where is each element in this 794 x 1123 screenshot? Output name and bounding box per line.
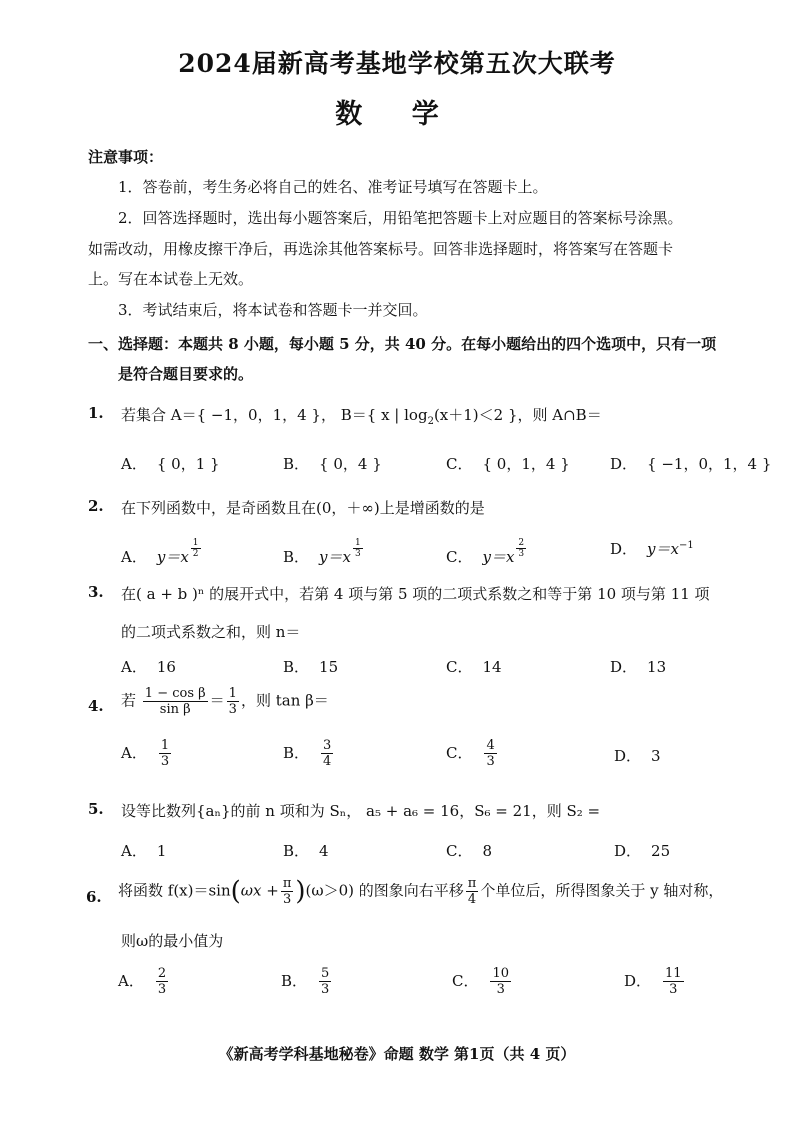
notice-line-2c: 上。写在本试卷上无效。 [88,270,254,288]
option-label: A． [121,658,147,676]
section-line-1: 一、选择题：本题共 8 小题，每小题 5 分，共 40 分。在每小题给出的四个选项中，只有一项 [88,335,717,353]
section-line-2: 是符合题目要求的。 [118,365,254,383]
q1-option-b[interactable] [283,453,382,474]
option-text: { 0，1 } [156,455,220,473]
option-text: 4 [319,842,329,860]
q1-log-base: 2 [427,416,434,427]
option-text: 13 [647,658,667,676]
option-fraction [484,738,496,769]
option-fraction [319,966,331,997]
subject-title: 数 学 [335,99,459,130]
q6-stem-line-1 [118,876,723,907]
q3-option-b[interactable] [283,656,338,677]
q3-option-a[interactable] [121,656,176,677]
exponent-den: 3 [354,549,361,559]
q6-post: 个单位后，所得图象关于 y 轴对称， [480,881,724,900]
q1-stem [121,404,602,427]
option-text: 3 [651,747,661,765]
exponent-num: 2 [518,538,525,548]
fraction-den: 4 [467,892,477,907]
fraction-num: 2 [157,966,167,981]
fraction-num: 1 − cos β [144,686,206,701]
q4-fraction-lhs [143,686,208,717]
q4-stem [121,686,329,717]
fraction-num: π [282,876,292,891]
option-fraction [159,738,171,769]
q1-option-c[interactable] [446,453,570,474]
q5-stem: 设等比数列{aₙ}的前 n 项和为 Sₙ， a₅ + a₆ = 16，S₆ = 21，则 S₂ = [121,802,601,820]
q4-number: 4. [88,697,104,715]
q4-post: ，则 tan β＝ [240,691,329,710]
option-text: 16 [156,658,176,676]
fraction-num: 1 [228,686,237,701]
option-label: D． [610,540,638,558]
exponent-num: 1 [354,538,361,548]
option-label: A． [118,971,144,990]
fraction-num: 4 [486,738,495,753]
q3-stem-line-1: 在( a + b )ⁿ 的展开式中，若第 4 项与第 5 项的二项式系数之和等于第 10 项与第 11 项 [121,585,710,603]
exponent-num: 1 [192,538,199,548]
q6-mid: (ω＞0) 的图象向右平移 [305,881,464,900]
q6-option-a[interactable] [118,966,170,997]
option-text: 14 [482,658,502,676]
q6-shift-fraction [466,876,479,907]
q1-number: 1. [88,404,104,422]
q5-number: 5. [88,800,104,818]
q5-option-b[interactable] [283,840,329,861]
q1-option-a[interactable] [121,453,220,474]
option-label: D． [610,658,638,676]
fraction-den: 3 [486,754,495,769]
option-label: B． [283,455,310,473]
q2-option-b[interactable] [283,538,365,567]
q2-stem: 在下列函数中，是奇函数且在(0，＋∞)上是增函数的是 [121,499,485,517]
q4-option-c[interactable] [446,738,499,769]
q2-option-a[interactable] [121,538,203,567]
q3-option-c[interactable] [446,656,502,677]
option-text: 8 [482,842,493,860]
q6-phase-fraction [281,876,294,907]
option-fraction [156,966,168,997]
option-fraction [490,966,511,997]
fraction-den: 3 [496,982,505,997]
q1-option-d[interactable] [610,453,771,474]
option-label: C． [446,658,473,676]
fraction-den: 3 [669,982,678,997]
q5-option-d[interactable] [614,840,670,861]
option-fn: y＝x [482,548,515,566]
option-fn: y＝x [156,548,189,566]
q6-stem-line-2: 则ω的最小值为 [121,932,224,950]
option-text: 25 [651,842,671,860]
fraction-num: 5 [321,966,330,981]
paren-open: ( [230,876,241,907]
option-label: B． [283,842,310,860]
option-text: { −1，0，1，4 } [647,455,772,473]
fraction-num: 10 [492,966,510,981]
q1-stem-post: (x＋1)＜2 }，则 A∩B＝ [433,406,602,424]
option-label: A． [121,842,147,860]
option-label: B． [283,548,310,566]
exponent [191,538,201,559]
fraction-num: 11 [665,966,682,981]
option-label: D． [610,455,638,473]
option-fraction [663,966,684,997]
fraction-num: π [467,876,477,891]
q6-pre: 将函数 f(x)＝sin [118,881,231,900]
option-fn: y＝x [319,548,351,566]
exponent: −1 [678,540,694,551]
q5-option-c[interactable] [446,840,492,861]
option-text: 1 [156,842,167,860]
option-text: { 0，4 } [319,455,382,473]
q6-option-b[interactable] [281,966,333,997]
notice-line-2a: 2．回答选择题时，选出每小题答案后，用铅笔把答题卡上对应题目的答案标号涂黑。 [118,209,683,227]
exponent-den: 3 [518,549,525,559]
option-label: C． [446,548,473,566]
option-label: C． [446,743,473,762]
option-label: D． [624,971,652,990]
q6-option-c[interactable] [452,966,513,997]
option-fraction [321,738,333,769]
q4-option-a[interactable] [121,738,173,769]
option-label: A． [121,455,147,473]
q3-option-d[interactable] [610,656,666,677]
fraction-num: 3 [323,738,332,753]
q4-fraction-rhs [227,686,239,717]
q4-option-d[interactable] [614,745,661,766]
option-label: B． [283,743,310,762]
option-label: C． [446,842,473,860]
notice-line-1: 1．答卷前，考生务必将自己的姓名、准考证号填写在答题卡上。 [118,178,548,196]
option-label: A． [121,548,147,566]
option-label: B． [283,658,310,676]
q2-option-d[interactable] [610,538,694,559]
notice-heading: 注意事项： [88,148,164,166]
q4-equals: ＝ [209,691,225,710]
q4-pre: 若 [121,691,137,710]
q2-number: 2. [88,497,104,515]
option-text: { 0，1，4 } [482,455,570,473]
option-text: 15 [319,658,339,676]
exam-title: 2024届新高考基地学校第五次大联考 [178,49,616,78]
fraction-den: 3 [228,702,237,717]
fraction-den: 4 [323,754,332,769]
fraction-den: 3 [160,754,170,769]
exponent [516,538,526,559]
fraction-den: 3 [157,982,167,997]
option-label: A． [121,743,147,762]
notice-line-3: 3．考试结束后，将本试卷和答题卡一并交回。 [118,301,428,319]
fraction-den: 3 [282,892,292,907]
paren-close: ) [295,876,306,907]
notice-line-2b: 如需改动，用橡皮擦干净后，再选涂其他答案标号。回答非选择题时，将答案写在答题卡 [88,240,674,258]
exponent [353,538,363,559]
q1-stem-pre: 若集合 A＝{ −1，0，1，4 }， B＝{ x | log [121,406,428,424]
option-fn: y＝x [647,540,679,558]
q6-option-d[interactable] [624,966,686,997]
fraction-den: 3 [321,982,330,997]
q6-number: 6. [86,888,102,906]
q3-stem-line-2: 的二项式系数之和，则 n＝ [121,623,301,641]
q6-inner: ωx + [240,881,279,900]
q3-number: 3. [88,583,104,601]
fraction-num: 1 [160,738,170,753]
q4-option-b[interactable] [283,738,335,769]
fraction-den: sin β [159,702,191,717]
option-label: C． [446,455,473,473]
option-label: D． [614,747,642,765]
q5-option-a[interactable] [121,840,166,861]
option-label: C． [452,971,479,990]
option-label: B． [281,971,308,990]
q2-option-c[interactable] [446,538,528,567]
exponent-den: 2 [192,549,199,559]
option-label: D． [614,842,642,860]
page-footer: 《新高考学科基地秘卷》命题 数学 第1页（共 4 页） [218,1045,576,1063]
